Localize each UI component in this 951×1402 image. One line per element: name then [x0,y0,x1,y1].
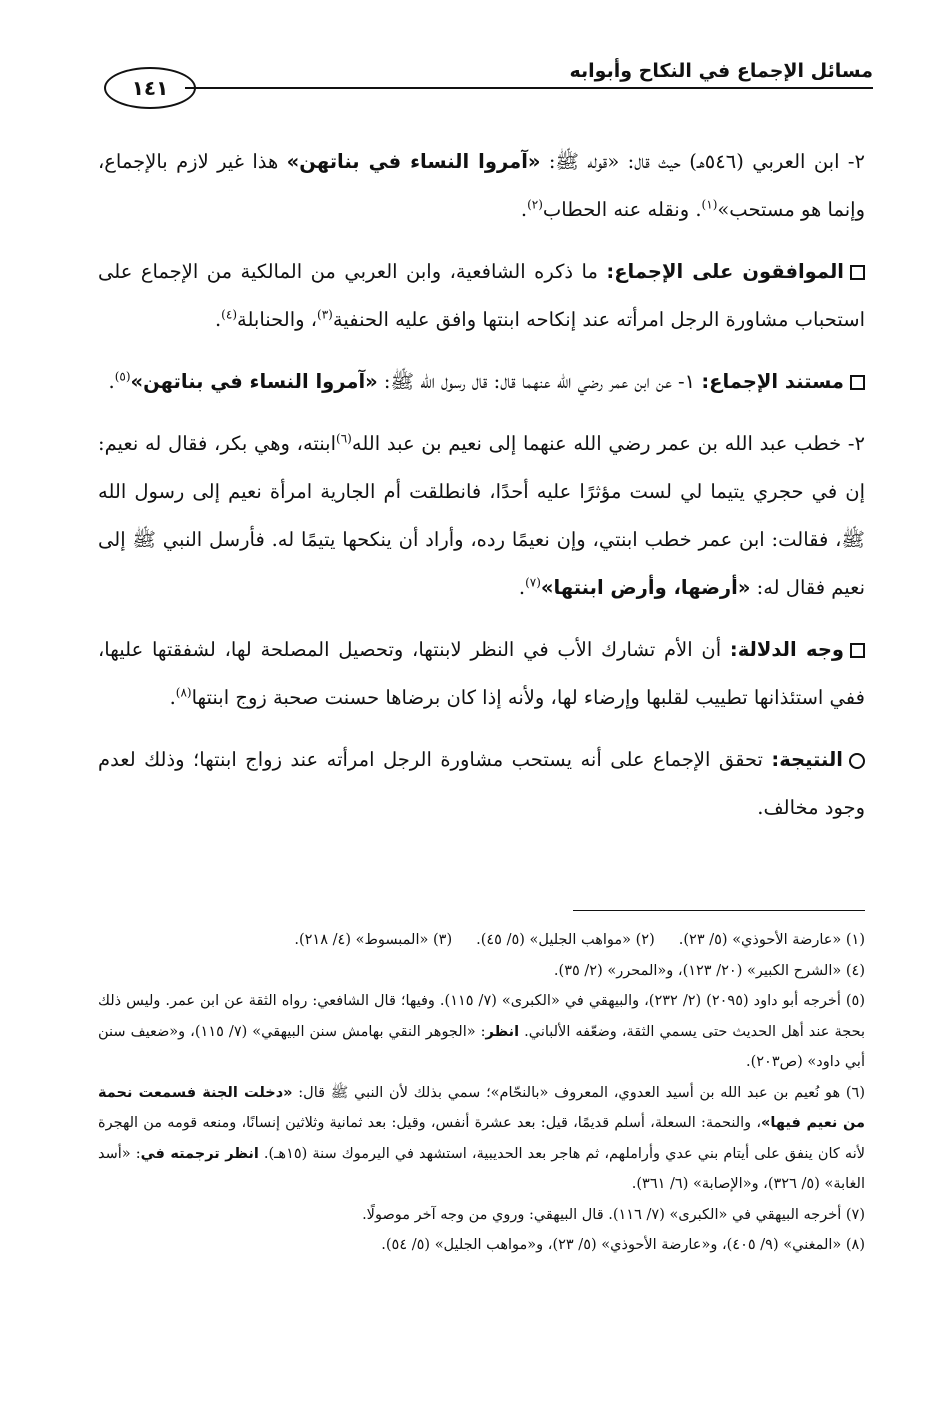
footnote-1: (١) «عارضة الأحوذي» (٥/ ٢٣). [678,932,865,948]
paragraph-basis [98,358,865,406]
p1-hadith-quote: «آمروا النساء في بناتهن» [286,150,541,173]
footnote-ref-6[interactable]: (٦) [336,431,352,446]
p3-text1: ١- عن ابن عمر رضي الله عنهما قال: قال رسول الله ﷺ: [377,370,702,393]
section-label-result: النتيجة: [771,748,843,771]
paragraph-agreeing [98,248,865,344]
footnote-8: (٨) «المغني» (٩/ ٤٠٥)، و«عارضة الأحوذي» (٥/ ٢٣)، و«مواهب الجليل» (٥/ ٥٤). [381,1237,865,1253]
footnote-row-1-3 [98,925,865,956]
p1-text1: هذا غير لازم بالإجماع، وإنما هو مستحب» [98,150,865,221]
footnote-3: (٣) «المبسوط» (٤/ ٢١٨). [294,932,453,948]
p1-lead: ٢- ابن العربي (٥٤٦هـ) حيث قال: «قوله ﷺ: [540,150,865,173]
footnote-6-see: انظر ترجمته في [140,1145,259,1162]
footnote-6-text: (٦) هو نُعيم بن عبد الله بن أسيد العدوي، المعروف «بالنحّام»؛ سمي بذلك لأن النبي ﷺ قال: [292,1084,865,1101]
square-bullet-icon [850,375,865,390]
footnote-6-text3: : «أسد الغابة» (٥/ ٣٢٦)، و«الإصابة» (٦/ ٣٦١). [98,1145,865,1192]
footnote-ref-4[interactable]: (٤) [221,307,237,322]
p2-text2: ، والحنابلة [237,308,318,331]
p4-end: . [518,576,526,599]
section-label-evidence: وجه الدلالة: [729,638,844,661]
footnote-6-text2: ، والنحمة: السعلة، أسلم قديمًا، قيل: بعد عشرة أنفس، وقيل: بعد ثمانية وثلاثين إنسانًا، ومنعه قومه من الهجرة لأنه كان ينفق على أيتام بني عدي وأراملهم، ثم هاجر بعد الحديبية، استشهد في اليرموك سنة (١٥هـ). [98,1115,866,1162]
footnote-ref-5[interactable]: (٥) [114,369,131,384]
square-bullet-icon [850,265,865,280]
p4-hadith-quote: «أرضها، وأرض ابنتها» [540,576,751,599]
footnote-separator [573,910,865,911]
section-label-basis: مستند الإجماع: [701,370,844,393]
footnote-ref-1[interactable]: (١) [701,197,718,212]
p5-end: . [169,686,176,709]
footnote-4: (٤) «الشرح الكبير» (٢٠/ ١٢٣)، و«المحرر» (٢/ ٣٥). [553,962,865,979]
footnote-6-hadith: «دخلت الجنة فسمعت نحمة من نعيم فيها» [98,1084,865,1131]
footnote-5-see: انظر [485,1023,520,1040]
footnote-5 [98,986,865,1078]
p5-text1: أن الأم تشارك الأب في النظر لابنتها، وتحصيل المصلحة لها، لشفقتها عليها، ففي استئذانها تطييب لقلبها وإرضاء لها، ولأنه إذا كان برضاها حسنت صحبة زوج ابنتها [98,638,865,709]
section-label-agreeing: الموافقون على الإجماع: [606,260,844,283]
header-rule [185,87,873,89]
p2-text1: ما ذكره الشافعية، وابن العربي من المالكية من الإجماع على استحباب مشاورة الرجل امرأته عند إنكاحه ابنتها وافق عليه الحنفية [98,260,865,331]
p3-end: . [108,370,115,393]
p1-text2: . ونقله عنه الحطاب [542,198,702,221]
p4-text1: ٢- خطب عبد الله بن عمر رضي الله عنهما إلى نعيم بن عبد الله [351,432,866,455]
p6-text1: تحقق الإجماع على أنه يستحب مشاورة الرجل امرأته عند زواج ابنتها؛ وذلك لعدم وجود مخالف. [98,748,865,819]
paragraph-second-hadith [98,420,865,612]
footnote-ref-8[interactable]: (٨) [175,685,192,700]
p1-end: . [520,198,528,221]
footnote-6 [98,1078,865,1200]
footnote-5-text: (٥) أخرجه أبو داود (٢٠٩٥) (٢/ ٢٣٢)، والبيهقي في «الكبرى» (٧/ ١١٥). وفيها؛ قال الشافعي: رواه الثقة عن ابن عمر. وليس ذلك بحجة عند أهل الحديث حتى يسمي الثقة، وضعّفه الألباني. [98,993,865,1040]
p4-text2: ابنته، وهي بكر، فقال له نعيم: إن في حجري يتيما لي لست مؤثرًا عليه أحدًا، فانطلقت أم الجارية امرأة نعيم إلى رسول الله ﷺ، فقالت: ابن عمر خطب ابنتي، وإن نعيمًا رده، وأراد أن ينكحها يتيمًا له. فأرسل النبي ﷺ إلى نعيم فقال له: [98,432,865,599]
main-text [98,138,865,846]
footnotes [98,925,865,1261]
circle-bullet-icon [849,753,865,769]
paragraph-evidence [98,626,865,722]
paragraph-result [98,736,865,832]
p2-end: . [214,308,222,331]
square-bullet-icon [850,643,865,658]
footnote-2: (٢) «مواهب الجليل» (٥/ ٤٥). [476,932,655,948]
footnote-ref-3[interactable]: (٣) [317,307,333,322]
footnote-7: (٧) أخرجه البيهقي في «الكبرى» (٧/ ١١٦). قال البيهقي: وروي من وجه آخر موصولًا. [362,1206,865,1223]
p3-hadith-quote: «آمروا النساء في بناتهن» [130,370,378,393]
paragraph-ibn-arabi [98,138,865,234]
footnote-5-text2: : «الجوهر النقي بهامش سنن البيهقي» (٧/ ١١٥)، و«ضعيف سنن أبي داود» (ص٢٠٣). [98,1023,865,1070]
page-number: ١٤١ [104,67,196,109]
footnote-ref-7[interactable]: (٧) [525,575,541,590]
footnote-ref-2[interactable]: (٢) [527,197,543,212]
running-title: مسائل الإجماع في النكاح وأبوابه [569,60,873,82]
